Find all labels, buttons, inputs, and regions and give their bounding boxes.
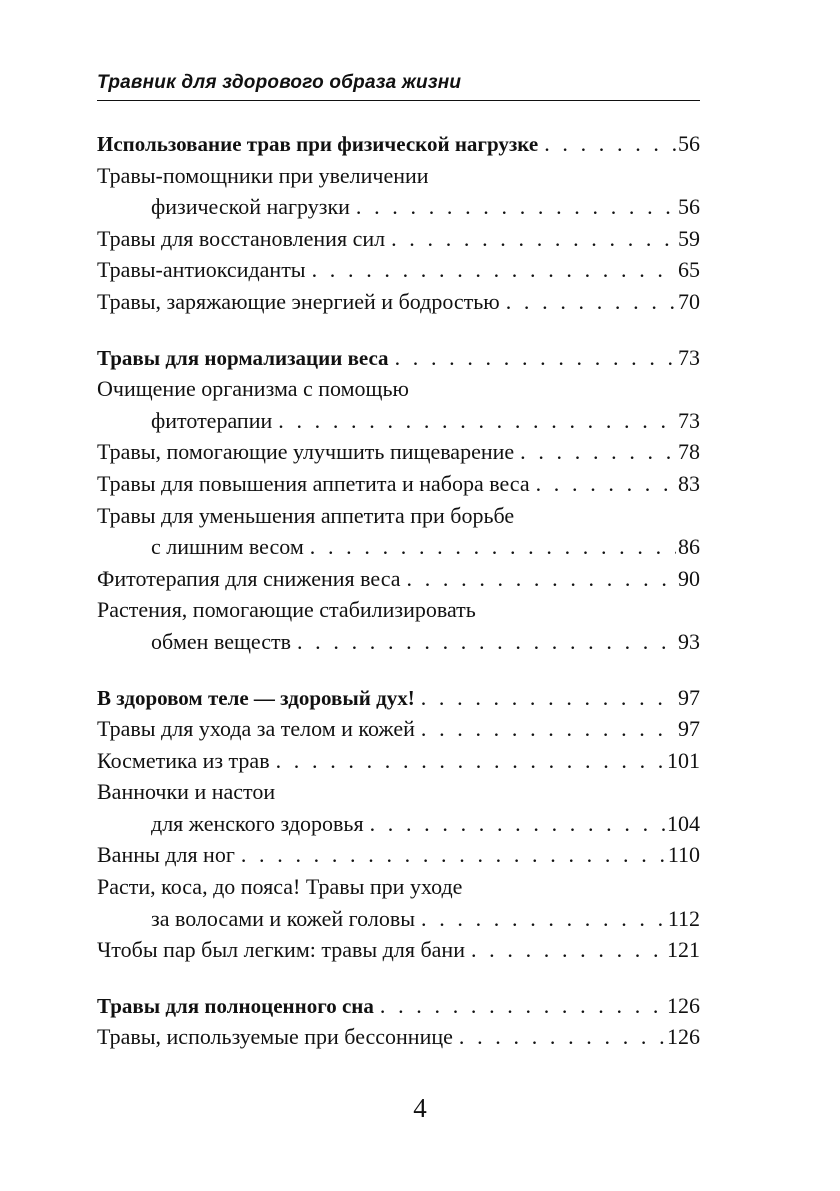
toc-entry-page: 126	[667, 1024, 700, 1050]
toc-section-heading	[97, 128, 700, 160]
dot-leader	[407, 563, 676, 595]
toc-entry-page: 73	[678, 407, 700, 433]
toc-entry-page: 78	[678, 439, 700, 465]
toc-entry-page: 93	[678, 628, 700, 654]
toc-entry	[97, 436, 700, 468]
toc-entry-title: Травы-помощники при увеличении	[97, 162, 429, 188]
running-header	[97, 70, 700, 101]
toc-entry-page: 104	[667, 810, 700, 836]
toc-entry-page: 73	[678, 344, 700, 370]
toc-entry-title: Ванны для ног	[97, 842, 235, 868]
dot-leader	[520, 436, 676, 468]
dot-leader	[391, 223, 676, 255]
toc-entry	[97, 531, 700, 563]
toc-entry	[97, 745, 700, 777]
toc-entry-title: для женского здоровья	[151, 810, 364, 836]
toc-entry-title: Травы для повышения аппетита и набора веса	[97, 470, 530, 496]
page-number: 4	[413, 1093, 427, 1123]
dot-leader	[312, 254, 676, 286]
toc-entry-page: 65	[678, 257, 700, 283]
dot-leader	[278, 405, 676, 437]
toc-entry-title: Ванночки и настои	[97, 779, 276, 805]
toc-entry-title: Травы, заряжающие энергией и бодростью	[97, 288, 500, 314]
toc-entry-page: 121	[667, 937, 700, 963]
dot-leader	[380, 990, 665, 1022]
dot-leader	[421, 903, 666, 935]
dot-leader	[241, 839, 666, 871]
toc-entry-title: В здоровом теле — здоровый дух!	[97, 685, 415, 710]
toc-entry	[97, 563, 700, 595]
toc-entry-title: Использование трав при физической нагрузке	[97, 132, 539, 156]
toc-section-heading	[97, 342, 700, 374]
toc-entry	[97, 1021, 700, 1053]
toc-section	[97, 990, 700, 1053]
toc-entry-page: 59	[678, 225, 700, 251]
dot-leader	[506, 286, 676, 318]
toc-entry	[97, 626, 700, 658]
toc-entry	[97, 286, 700, 318]
toc-entry-title: фитотерапии	[151, 407, 273, 433]
toc-entry-title: Травы для ухода за телом и кожей	[97, 716, 415, 742]
toc-entry-title: Чтобы пар был легким: травы для бани	[97, 937, 465, 963]
toc-entry-title: Травы, помогающие улучшить пищеварение	[97, 439, 515, 465]
toc-entry-title: Травы для восстановления сил	[97, 225, 386, 251]
dot-leader	[310, 531, 676, 563]
running-header-title: Травник для здорового образа жизни	[97, 72, 462, 93]
toc-entry-title: Растения, помогающие стабилизировать	[97, 597, 476, 623]
toc-entry-page: 86	[678, 534, 700, 560]
dot-leader	[421, 713, 676, 745]
toc-entry	[97, 594, 700, 626]
toc-section	[97, 342, 700, 658]
dot-leader	[297, 626, 676, 658]
toc-entry	[97, 254, 700, 286]
toc-entry-title: за волосами и кожей головы	[151, 905, 415, 931]
toc-entry-title: Косметика из трав	[97, 747, 270, 773]
toc-entry	[97, 500, 700, 532]
toc-entry-page: 83	[678, 470, 700, 496]
toc-entry-title: обмен веществ	[151, 628, 291, 654]
dot-leader	[471, 934, 665, 966]
toc-entry	[97, 808, 700, 840]
toc-entry	[97, 903, 700, 935]
toc-entry-page: 70	[678, 288, 700, 314]
toc-entry	[97, 871, 700, 903]
toc-entry-title: с лишним весом	[151, 534, 304, 560]
dot-leader	[536, 468, 676, 500]
toc-entry-title: физической нагрузки	[151, 194, 350, 220]
table-of-contents	[97, 128, 700, 1077]
toc-section-heading	[97, 990, 700, 1022]
toc-entry-title: Очищение организма с помощью	[97, 376, 409, 402]
toc-entry	[97, 934, 700, 966]
toc-entry	[97, 160, 700, 192]
toc-entry	[97, 776, 700, 808]
toc-entry-page: 97	[678, 716, 700, 742]
toc-entry-page: 90	[678, 565, 700, 591]
toc-entry-title: Травы для уменьшения аппетита при борьбе	[97, 502, 515, 528]
toc-entry-page: 56	[678, 194, 700, 220]
toc-entry	[97, 223, 700, 255]
toc-entry-page: 112	[667, 905, 700, 931]
toc-entry-title: Фитотерапия для снижения веса	[97, 565, 401, 591]
toc-entry	[97, 191, 700, 223]
toc-entry-page: 110	[667, 842, 700, 868]
dot-leader	[544, 128, 676, 160]
toc-section	[97, 682, 700, 966]
toc-entry	[97, 405, 700, 437]
toc-entry	[97, 839, 700, 871]
toc-entry	[97, 373, 700, 405]
toc-section	[97, 128, 700, 318]
toc-entry-title: Травы для нормализации веса	[97, 345, 389, 370]
dot-leader	[421, 682, 676, 714]
toc-section-heading	[97, 682, 700, 714]
dot-leader	[276, 745, 665, 777]
dot-leader	[356, 191, 676, 223]
toc-entry	[97, 468, 700, 500]
dot-leader	[370, 808, 665, 840]
toc-entry-title: Травы, используемые при бессоннице	[97, 1024, 453, 1050]
toc-entry	[97, 713, 700, 745]
toc-entry-title: Травы-антиоксиданты	[97, 257, 306, 283]
toc-entry-page: 97	[678, 684, 700, 710]
toc-entry-page: 126	[667, 992, 700, 1018]
dot-leader	[395, 342, 676, 374]
dot-leader	[459, 1021, 665, 1053]
toc-entry-title: Расти, коса, до пояса! Травы при уходе	[97, 874, 463, 900]
toc-entry-page: 101	[667, 747, 700, 773]
toc-entry-page: 56	[678, 131, 700, 156]
toc-entry-title: Травы для полноценного сна	[97, 993, 374, 1018]
